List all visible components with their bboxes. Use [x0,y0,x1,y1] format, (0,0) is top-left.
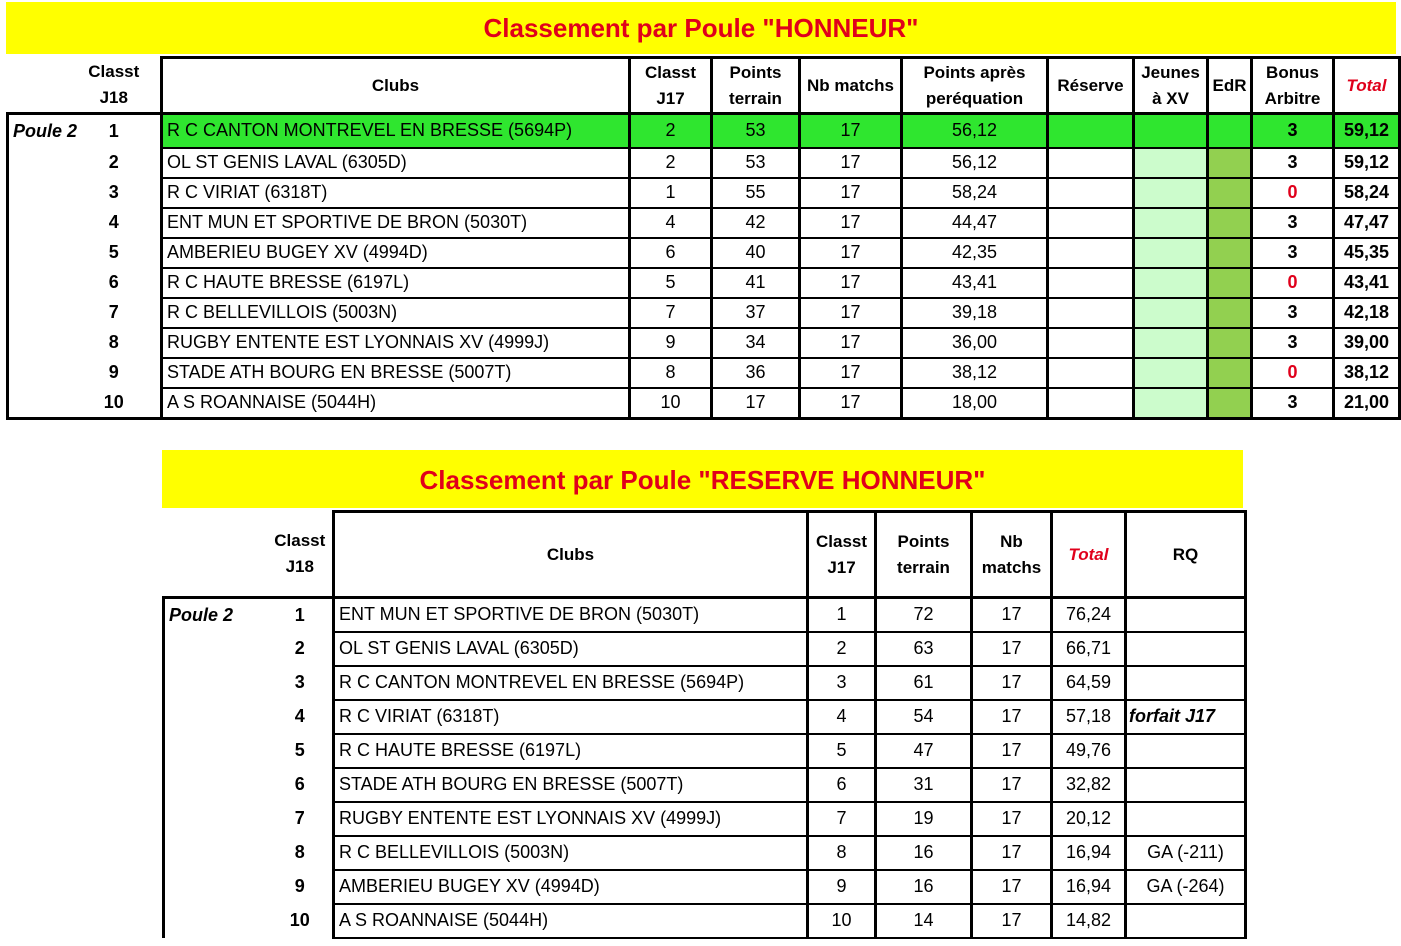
bonus-arbitre: 3 [1252,328,1334,358]
reserve-title: Classement par Poule "RESERVE HONNEUR" [162,450,1243,508]
poule-label [8,238,68,268]
table-row [164,700,1246,734]
classt-j17: 5 [630,268,712,298]
nb-matchs: 17 [800,238,902,268]
bonus-arbitre: 0 [1252,178,1334,208]
points-terrain: 41 [712,268,800,298]
classt-j17: 2 [630,148,712,178]
points-terrain: 72 [876,598,972,632]
poule-label [164,802,268,836]
table-row [164,632,1246,666]
points-terrain: 36 [712,358,800,388]
poule-label [8,358,68,388]
poule-label [8,208,68,238]
table-row [164,904,1246,938]
points-terrain: 53 [712,114,800,148]
club-name: OL ST GENIS LAVAL (6305D) [334,632,808,666]
poule-label: Poule 2 [8,114,68,148]
nb-matchs: 17 [972,870,1052,904]
table-row [8,238,1400,268]
rank-j18: 3 [294,672,305,692]
bonus-arbitre: 0 [1252,358,1334,388]
club-name: A S ROANNAISE (5044H) [334,904,808,938]
nb-matchs: 17 [972,700,1052,734]
jeunes-cell [1134,208,1208,238]
header-classt-j17: Classt J17 [630,58,712,114]
total-value: 57,18 [1052,700,1126,734]
classt-j17: 1 [630,178,712,208]
club-name: R C CANTON MONTREVEL EN BRESSE (5694P) [162,114,630,148]
reserve-header-total: Total [1052,512,1126,598]
classt-j17: 7 [630,298,712,328]
points-perequation: 36,00 [902,328,1048,358]
classt-j17: 10 [630,388,712,419]
jeunes-cell [1134,298,1208,328]
total-value: 38,12 [1334,358,1400,388]
table-row [164,768,1246,802]
club-name: R C HAUTE BRESSE (6197L) [162,268,630,298]
nb-matchs: 17 [800,388,902,419]
jeunes-cell [1134,328,1208,358]
bonus-arbitre: 3 [1252,148,1334,178]
nb-matchs: 17 [972,734,1052,768]
rank-j18: 2 [294,638,305,658]
points-terrain: 40 [712,238,800,268]
classt-j17: 10 [808,904,876,938]
club-name: AMBERIEU BUGEY XV (4994D) [162,238,630,268]
table-row [8,268,1400,298]
header-reserve: Réserve [1048,58,1134,114]
bonus-arbitre: 3 [1252,208,1334,238]
jeunes-cell [1134,358,1208,388]
poule-label [164,904,268,938]
reserve-header-points-terrain: Points terrain [876,512,972,598]
club-name: R C BELLEVILLOIS (5003N) [162,298,630,328]
jeunes-cell [1134,238,1208,268]
rank-j18: 8 [294,842,305,862]
header-nb-matchs: Nb matchs [800,58,902,114]
reserve-header-clubs: Clubs [334,512,808,598]
reserve-header-classt-j17: Classt J17 [808,512,876,598]
table-row [164,598,1246,632]
points-terrain: 16 [876,870,972,904]
points-terrain: 37 [712,298,800,328]
rank-j18: 10 [289,910,310,930]
poule-label [164,768,268,802]
total-value: 59,12 [1334,114,1400,148]
table-row [164,734,1246,768]
bonus-arbitre: 0 [1252,268,1334,298]
points-terrain: 53 [712,148,800,178]
rank-j18: 7 [108,302,119,322]
reserve-cell [1048,114,1134,148]
points-terrain: 31 [876,768,972,802]
edr-cell [1208,268,1252,298]
rank-j18: 4 [294,706,305,726]
reserve-table [162,510,1247,939]
table-row [8,178,1400,208]
rank-j18: 10 [68,388,162,419]
points-terrain: 42 [712,208,800,238]
classt-j17: 8 [808,836,876,870]
rq-note: GA (-211) [1126,836,1246,870]
club-name: R C HAUTE BRESSE (6197L) [334,734,808,768]
nb-matchs: 17 [800,298,902,328]
nb-matchs: 17 [972,598,1052,632]
points-terrain: 16 [876,836,972,870]
nb-matchs: 17 [972,768,1052,802]
club-name: RUGBY ENTENTE EST LYONNAIS XV (4999J) [162,328,630,358]
nb-matchs: 17 [800,208,902,238]
nb-matchs: 17 [972,666,1052,700]
rank-j18: 7 [294,808,305,828]
table-row [164,802,1246,836]
header-jeunes: Jeunes à XV [1134,58,1208,114]
reserve-cell [1048,298,1134,328]
edr-cell [1208,388,1252,419]
nb-matchs: 17 [800,268,902,298]
club-name: RUGBY ENTENTE EST LYONNAIS XV (4999J) [334,802,808,836]
reserve-cell [1048,388,1134,419]
header-points-terrain: Points terrain [712,58,800,114]
club-name: A S ROANNAISE (5044H) [162,388,630,419]
club-name: OL ST GENIS LAVAL (6305D) [162,148,630,178]
rank-j18: 9 [294,876,305,896]
points-terrain: 34 [712,328,800,358]
total-value: 20,12 [1052,802,1126,836]
points-terrain: 17 [712,388,800,419]
points-perequation: 56,12 [902,148,1048,178]
total-value: 45,35 [1334,238,1400,268]
rq-note [1126,666,1246,700]
poule-label [164,700,268,734]
jeunes-cell [1134,148,1208,178]
nb-matchs: 17 [972,904,1052,938]
jeunes-cell [1134,114,1208,148]
edr-cell [1208,358,1252,388]
points-terrain: 14 [876,904,972,938]
edr-cell [1208,114,1252,148]
poule-label [8,388,68,419]
total-value: 39,00 [1334,328,1400,358]
total-value: 47,47 [1334,208,1400,238]
points-perequation: 43,41 [902,268,1048,298]
club-name: R C BELLEVILLOIS (5003N) [334,836,808,870]
edr-cell [1208,328,1252,358]
poule-label [8,178,68,208]
total-value: 16,94 [1052,870,1126,904]
total-value: 58,24 [1334,178,1400,208]
points-perequation: 56,12 [902,114,1048,148]
points-terrain: 19 [876,802,972,836]
rq-note [1126,802,1246,836]
nb-matchs: 17 [800,358,902,388]
rank-j18: 1 [68,114,162,148]
poule-label [164,666,268,700]
poule-label [8,328,68,358]
club-name: AMBERIEU BUGEY XV (4994D) [334,870,808,904]
classt-j17: 5 [808,734,876,768]
jeunes-cell [1134,178,1208,208]
reserve-cell [1048,208,1134,238]
table-row [8,298,1400,328]
reserve-cell [1048,268,1134,298]
table-row [8,148,1400,178]
rq-note [1126,598,1246,632]
points-perequation: 42,35 [902,238,1048,268]
points-perequation: 58,24 [902,178,1048,208]
total-value: 76,24 [1052,598,1126,632]
jeunes-cell [1134,268,1208,298]
club-name: STADE ATH BOURG EN BRESSE (5007T) [334,768,808,802]
points-terrain: 47 [876,734,972,768]
table-row [164,870,1246,904]
rq-note [1126,768,1246,802]
club-name: STADE ATH BOURG EN BRESSE (5007T) [162,358,630,388]
poule-label [164,836,268,870]
total-value: 21,00 [1334,388,1400,419]
classt-j17: 4 [808,700,876,734]
rank-j18: 4 [108,212,119,232]
club-name: R C CANTON MONTREVEL EN BRESSE (5694P) [334,666,808,700]
classt-j17: 8 [630,358,712,388]
bonus-arbitre: 3 [1252,238,1334,268]
jeunes-cell [1134,388,1208,419]
classt-j17: 9 [808,870,876,904]
club-name: R C VIRIAT (6318T) [334,700,808,734]
table-row [8,114,1400,148]
header-clubs: Clubs [162,58,630,114]
rq-note [1126,632,1246,666]
table-row [8,388,1400,419]
points-perequation: 38,12 [902,358,1048,388]
reserve-header-rq: RQ [1126,512,1246,598]
bonus-arbitre: 3 [1252,298,1334,328]
table-row [8,208,1400,238]
club-name: R C VIRIAT (6318T) [162,178,630,208]
rank-j18: 6 [294,774,305,794]
edr-cell [1208,148,1252,178]
classt-j17: 7 [808,802,876,836]
honneur-title: Classement par Poule "HONNEUR" [6,2,1396,54]
rank-j18: 3 [108,182,119,202]
total-value: 43,41 [1334,268,1400,298]
poule-label [8,298,68,328]
reserve-cell [1048,238,1134,268]
points-terrain: 63 [876,632,972,666]
total-value: 49,76 [1052,734,1126,768]
rq-note [1126,904,1246,938]
reserve-cell [1048,148,1134,178]
table-row [8,358,1400,388]
points-perequation: 18,00 [902,388,1048,419]
rank-j18: 6 [108,272,119,292]
header-total: Total [1334,58,1400,114]
club-name: ENT MUN ET SPORTIVE DE BRON (5030T) [162,208,630,238]
rq-note: forfait J17 [1126,700,1246,734]
poule-label: Poule 2 [164,598,268,632]
rq-note [1126,734,1246,768]
reserve-cell [1048,328,1134,358]
nb-matchs: 17 [972,632,1052,666]
header-points-apres: Points après peréquation [902,58,1048,114]
classt-j17: 6 [808,768,876,802]
bonus-arbitre: 3 [1252,388,1334,419]
total-value: 59,12 [1334,148,1400,178]
classt-j17: 6 [630,238,712,268]
edr-cell [1208,178,1252,208]
total-value: 14,82 [1052,904,1126,938]
rank-j18: 9 [108,362,119,382]
club-name: ENT MUN ET SPORTIVE DE BRON (5030T) [334,598,808,632]
nb-matchs: 17 [800,114,902,148]
nb-matchs: 17 [800,148,902,178]
classt-j17: 2 [808,632,876,666]
classt-j17: 9 [630,328,712,358]
bonus-arbitre: 3 [1252,114,1334,148]
points-terrain: 61 [876,666,972,700]
table-row [8,328,1400,358]
nb-matchs: 17 [972,802,1052,836]
nb-matchs: 17 [800,328,902,358]
nb-matchs: 17 [800,178,902,208]
classt-j17: 1 [808,598,876,632]
total-value: 16,94 [1052,836,1126,870]
rank-j18: 5 [108,242,119,262]
rank-j18: 8 [108,332,119,352]
header-bonus: Bonus Arbitre [1252,58,1334,114]
edr-cell [1208,208,1252,238]
poule-label [164,632,268,666]
total-value: 32,82 [1052,768,1126,802]
rank-j18: 1 [268,598,334,632]
rank-j18: 5 [294,740,305,760]
total-value: 64,59 [1052,666,1126,700]
total-value: 42,18 [1334,298,1400,328]
points-perequation: 39,18 [902,298,1048,328]
reserve-cell [1048,358,1134,388]
reserve-header-classt-j18: Classt J18 [268,512,334,598]
classt-j17: 4 [630,208,712,238]
table-row [164,836,1246,870]
points-perequation: 44,47 [902,208,1048,238]
classt-j17: 2 [630,114,712,148]
poule-label [8,148,68,178]
reserve-header-nb-matchs: Nb matchs [972,512,1052,598]
points-terrain: 54 [876,700,972,734]
reserve-cell [1048,178,1134,208]
header-edr: EdR [1208,58,1252,114]
poule-label [164,734,268,768]
table-row [164,666,1246,700]
rank-j18: 2 [108,152,119,172]
poule-label [164,870,268,904]
edr-cell [1208,238,1252,268]
points-terrain: 55 [712,178,800,208]
rq-note: GA (-264) [1126,870,1246,904]
header-classt-j18: Classt J18 [68,58,162,114]
nb-matchs: 17 [972,836,1052,870]
classt-j17: 3 [808,666,876,700]
total-value: 66,71 [1052,632,1126,666]
edr-cell [1208,298,1252,328]
poule-label [8,268,68,298]
honneur-table [6,56,1401,420]
